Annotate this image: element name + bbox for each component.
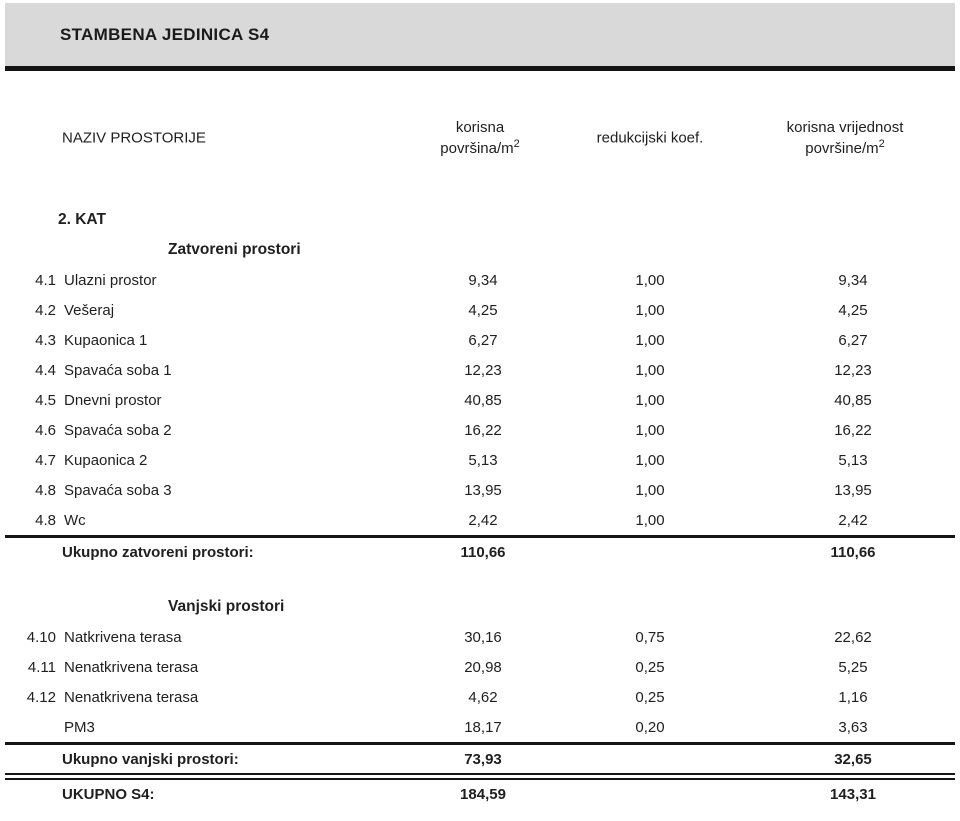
coefficient-value: 1,00	[635, 451, 665, 469]
closed-total-area: 110,66	[460, 543, 506, 561]
section-spacer	[0, 566, 960, 592]
room-name: Nenatkrivena terasa	[64, 688, 199, 706]
reduced-value: 5,13	[838, 451, 868, 469]
table-row	[24, 385, 960, 415]
grand-total-value: 143,31	[830, 785, 876, 803]
column-header-area-line1: korisna	[455, 119, 505, 136]
reduced-value: 22,62	[834, 628, 872, 646]
column-header-koef: redukcijski koef.	[596, 129, 704, 147]
table-row	[24, 295, 960, 325]
coefficient-value: 1,00	[635, 481, 665, 499]
room-name: Spavaća soba 2	[64, 421, 172, 439]
coefficient-value: 1,00	[635, 271, 665, 289]
room-name: Kupaonica 2	[64, 451, 148, 469]
grand-total-row	[24, 780, 960, 808]
area-value: 6,27	[468, 331, 498, 349]
coefficient-value: 1,00	[635, 301, 665, 319]
column-header-area-line2: površina/m	[440, 140, 514, 157]
reduced-value: 40,85	[834, 391, 872, 409]
reduced-value: 1,16	[838, 688, 868, 706]
coefficient-value: 1,00	[635, 421, 665, 439]
coefficient-value: 1,00	[635, 511, 665, 529]
closed-total-label: Ukupno zatvoreni prostori:	[62, 543, 254, 561]
room-number: 4.7	[35, 451, 56, 469]
room-number: 4.4	[35, 361, 56, 379]
closed-total-row	[24, 538, 960, 566]
room-number: 4.10	[26, 628, 56, 646]
room-name: Dnevni prostor	[64, 391, 162, 409]
room-name: Kupaonica 1	[64, 331, 148, 349]
area-value: 30,16	[464, 628, 502, 646]
outdoor-total-row	[24, 745, 960, 773]
area-value: 12,23	[464, 361, 502, 379]
column-header-value-line1: korisna vrijednost	[786, 119, 904, 136]
room-name: Ulazni prostor	[64, 271, 157, 289]
table-row	[24, 682, 960, 712]
column-header-value-line2: površine/m	[805, 140, 879, 157]
page-title: STAMBENA JEDINICA S4	[60, 24, 270, 44]
room-number: 4.1	[35, 271, 56, 289]
room-number: 4.12	[26, 688, 56, 706]
coefficient-value: 1,00	[635, 331, 665, 349]
reduced-value: 9,34	[838, 271, 868, 289]
area-value: 40,85	[464, 391, 502, 409]
coefficient-value: 0,75	[635, 628, 665, 646]
column-header-name: NAZIV PROSTORIJE	[62, 129, 206, 147]
room-number: 4.3	[35, 331, 56, 349]
outdoor-total-label: Ukupno vanjski prostori:	[62, 750, 239, 768]
room-number: 4.6	[35, 421, 56, 439]
column-header-area	[440, 117, 519, 159]
room-number: 4.5	[35, 391, 56, 409]
column-header-area-sup: 2	[513, 138, 520, 150]
area-value: 18,17	[464, 718, 502, 736]
reduced-value: 2,42	[838, 511, 868, 529]
grand-total-label: UKUPNO S4:	[62, 785, 155, 803]
table-row	[24, 325, 960, 355]
table-row	[24, 475, 960, 505]
room-number: 4.11	[27, 658, 56, 676]
closed-section-label: Zatvoreni prostori	[168, 241, 301, 258]
room-name: PM3	[64, 718, 95, 736]
outdoor-total-area: 73,93	[464, 750, 502, 768]
reduced-value: 3,63	[838, 718, 868, 736]
column-headers	[0, 71, 960, 205]
area-value: 20,98	[464, 658, 502, 676]
coefficient-value: 0,25	[635, 658, 665, 676]
room-name: Natkrivena terasa	[64, 628, 182, 646]
room-name: Spavaća soba 1	[64, 361, 172, 379]
title-bar	[5, 3, 955, 66]
reduced-value: 5,25	[838, 658, 868, 676]
outdoor-section-label: Vanjski prostori	[168, 598, 285, 615]
room-name: Wc	[64, 511, 86, 529]
table-row	[24, 652, 960, 682]
area-value: 4,62	[468, 688, 498, 706]
table-row	[24, 712, 960, 742]
grand-total-rule	[5, 773, 955, 780]
room-number: 4.2	[35, 301, 56, 319]
coefficient-value: 1,00	[635, 361, 665, 379]
room-name: Vešeraj	[64, 301, 115, 319]
table-row	[24, 622, 960, 652]
area-value: 5,13	[468, 451, 498, 469]
area-value: 13,95	[464, 481, 502, 499]
grand-total-area: 184,59	[460, 785, 506, 803]
area-value: 2,42	[468, 511, 498, 529]
area-value: 9,34	[468, 271, 498, 289]
floor-section-label: 2. KAT	[58, 211, 106, 228]
room-name: Spavaća soba 3	[64, 481, 172, 499]
table-row	[24, 505, 960, 535]
coefficient-value: 0,20	[635, 718, 665, 736]
reduced-value: 16,22	[834, 421, 872, 439]
room-name: Nenatkrivena terasa	[64, 658, 199, 676]
outdoor-total-value: 32,65	[834, 750, 872, 768]
table-row	[24, 415, 960, 445]
reduced-value: 6,27	[838, 331, 868, 349]
room-number: 4.8	[35, 511, 56, 529]
column-header-value	[787, 117, 904, 159]
coefficient-value: 0,25	[635, 688, 665, 706]
table-row	[24, 265, 960, 295]
area-value: 16,22	[464, 421, 502, 439]
table-row	[24, 445, 960, 475]
area-value: 4,25	[468, 301, 498, 319]
reduced-value: 12,23	[834, 361, 872, 379]
room-number: 4.8	[35, 481, 56, 499]
reduced-value: 13,95	[834, 481, 872, 499]
coefficient-value: 1,00	[635, 391, 665, 409]
table-row	[24, 355, 960, 385]
column-header-value-sup: 2	[878, 138, 885, 150]
closed-total-value: 110,66	[830, 543, 876, 561]
reduced-value: 4,25	[838, 301, 868, 319]
